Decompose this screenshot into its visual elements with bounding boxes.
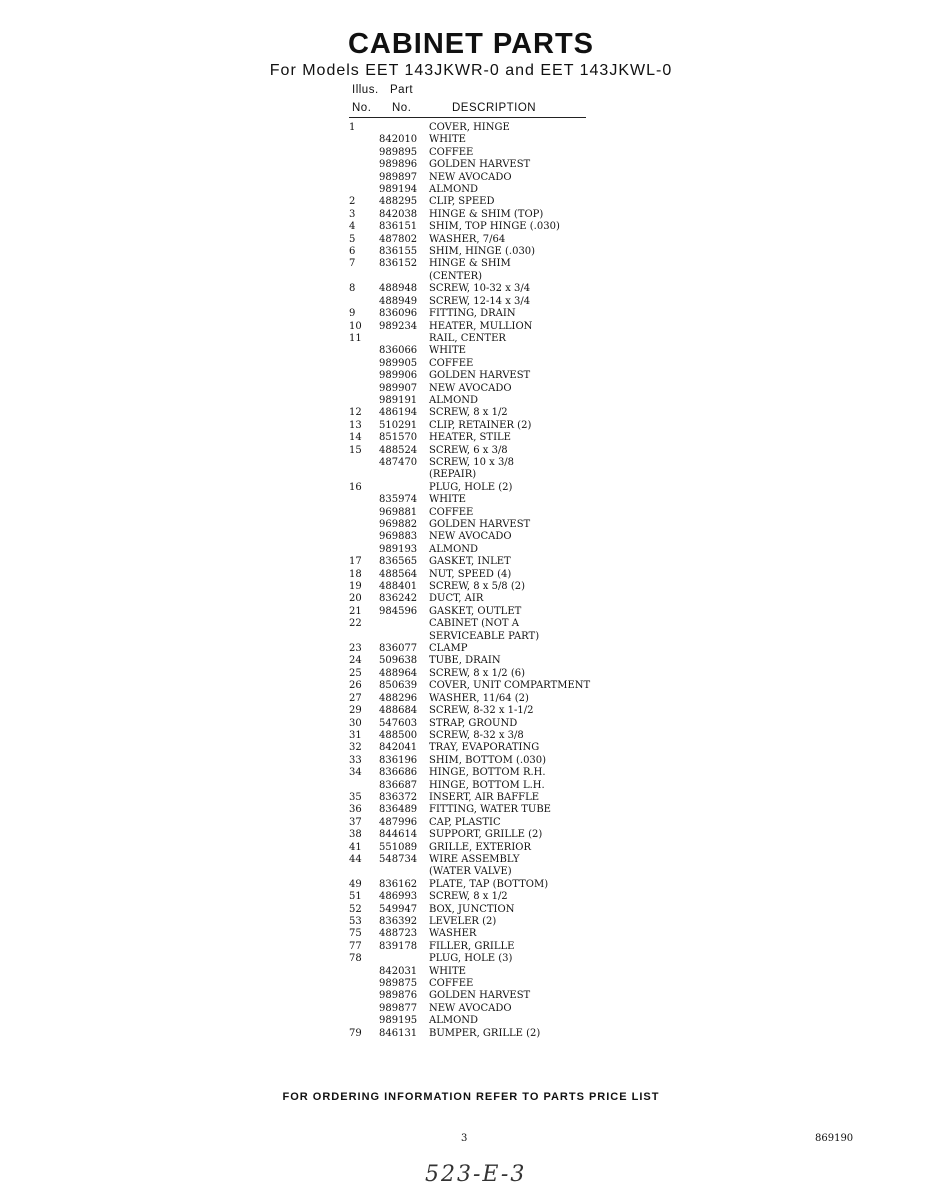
parts-row xyxy=(345,209,605,221)
parts-row xyxy=(345,643,605,655)
parts-row xyxy=(345,916,605,928)
part-description: HEATER, MULLION xyxy=(429,320,533,332)
part-header: Part xyxy=(390,84,414,96)
parts-row xyxy=(345,122,605,134)
part-description: WASHER, 7/64 xyxy=(429,233,506,245)
illus-no: 79 xyxy=(349,1027,362,1039)
page-number: 3 xyxy=(461,1133,468,1144)
illus-no: 4 xyxy=(349,221,356,233)
illus-no: 16 xyxy=(349,481,362,493)
part-no: 488948 xyxy=(379,283,418,295)
parts-row xyxy=(345,147,605,159)
part-description: SUPPORT, GRILLE (2) xyxy=(429,829,543,841)
parts-row xyxy=(345,556,605,568)
part-description: PLATE, TAP (BOTTOM) xyxy=(429,878,549,890)
illus-no: 78 xyxy=(349,953,362,965)
parts-row xyxy=(345,383,605,395)
parts-row xyxy=(345,469,605,481)
part-no: 836489 xyxy=(379,804,418,816)
illus-no: 1 xyxy=(349,122,356,133)
parts-row xyxy=(345,544,605,556)
illus-no: 24 xyxy=(349,655,362,667)
part-no: 989895 xyxy=(379,146,418,158)
part-no: 549947 xyxy=(379,903,418,915)
illus-no: 9 xyxy=(349,308,356,320)
part-description: HINGE, BOTTOM R.H. xyxy=(429,767,546,779)
parts-row xyxy=(345,842,605,854)
parts-row xyxy=(345,358,605,370)
part-description: CABINET (NOT A xyxy=(429,618,519,630)
part-no: 836242 xyxy=(379,593,418,605)
part-description: INSERT, AIR BAFFLE xyxy=(429,791,540,803)
parts-row xyxy=(345,953,605,965)
part-description: RAIL, CENTER xyxy=(429,332,506,344)
part-description: COVER, HINGE xyxy=(429,122,510,133)
parts-row xyxy=(345,221,605,233)
part-description: GOLDEN HARVEST xyxy=(429,990,531,1002)
parts-row xyxy=(345,631,605,643)
parts-row xyxy=(345,296,605,308)
parts-row xyxy=(345,742,605,754)
part-no: 488524 xyxy=(379,444,418,456)
part-description: GRILLE, EXTERIOR xyxy=(429,841,532,853)
part-description: CLIP, SPEED xyxy=(429,196,495,208)
parts-row xyxy=(345,159,605,171)
part-no: 488723 xyxy=(379,928,418,940)
illus-no: 41 xyxy=(349,841,362,853)
parts-row xyxy=(345,482,605,494)
parts-row xyxy=(345,370,605,382)
parts-row xyxy=(345,395,605,407)
illus-no: 23 xyxy=(349,643,362,655)
part-no: 487996 xyxy=(379,816,418,828)
part-description: FILLER, GRILLE xyxy=(429,940,515,952)
part-description: SCREW, 8 x 1/2 xyxy=(429,891,508,903)
illus-no: 7 xyxy=(349,258,356,270)
part-description: TUBE, DRAIN xyxy=(429,655,501,667)
part-no: 842041 xyxy=(379,742,418,754)
part-no: 969883 xyxy=(379,531,418,543)
part-description: NEW AVOCADO xyxy=(429,1002,512,1014)
parts-row xyxy=(345,904,605,916)
part-no: 836066 xyxy=(379,345,418,357)
part-no: 486194 xyxy=(379,407,418,419)
part-description: WHITE xyxy=(429,494,466,506)
illus-no: 2 xyxy=(349,196,356,208)
parts-row xyxy=(345,606,605,618)
part-no: 989193 xyxy=(379,543,418,555)
part-description: HINGE & SHIM xyxy=(429,258,511,270)
part-description: NEW AVOCADO xyxy=(429,382,512,394)
parts-row xyxy=(345,308,605,320)
illus-no: 11 xyxy=(349,332,362,344)
document-number: 869190 xyxy=(815,1133,854,1144)
parts-row xyxy=(345,668,605,680)
part-no: 989876 xyxy=(379,990,418,1002)
part-description: GASKET, INLET xyxy=(429,556,511,568)
parts-row xyxy=(345,1015,605,1027)
parts-row xyxy=(345,891,605,903)
handwritten-note: 523-E-3 xyxy=(425,1162,527,1187)
part-description: SCREW, 8-32 x 1-1/2 xyxy=(429,705,534,717)
illus-no: 33 xyxy=(349,754,362,766)
parts-list xyxy=(345,122,605,1040)
part-no: 488564 xyxy=(379,568,418,580)
parts-row xyxy=(345,519,605,531)
part-no: 547603 xyxy=(379,717,418,729)
part-description: WASHER, 11/64 (2) xyxy=(429,692,529,704)
illus-no: 29 xyxy=(349,705,362,717)
part-no: 842038 xyxy=(379,208,418,220)
part-description: TRAY, EVAPORATING xyxy=(429,742,540,754)
parts-row xyxy=(345,618,605,630)
part-no: 836096 xyxy=(379,308,418,320)
illus-no: 17 xyxy=(349,556,362,568)
part-description: SCREW, 6 x 3/8 xyxy=(429,444,508,456)
part-description: NEW AVOCADO xyxy=(429,531,512,543)
parts-row xyxy=(345,879,605,891)
part-description: (REPAIR) xyxy=(429,469,477,481)
part-description: HEATER, STILE xyxy=(429,432,511,444)
part-no: 969881 xyxy=(379,506,418,518)
illus-no: 12 xyxy=(349,407,362,419)
parts-row xyxy=(345,755,605,767)
part-description: CAP, PLASTIC xyxy=(429,816,501,828)
parts-row xyxy=(345,655,605,667)
parts-row xyxy=(345,854,605,866)
illus-no: 38 xyxy=(349,829,362,841)
part-no: 488295 xyxy=(379,196,418,208)
part-no: 989896 xyxy=(379,159,418,171)
part-description: SERVICEABLE PART) xyxy=(429,630,540,642)
part-description: COFFEE xyxy=(429,357,474,369)
parts-row xyxy=(345,928,605,940)
part-description: COFFEE xyxy=(429,506,474,518)
parts-row xyxy=(345,705,605,717)
part-no: 488949 xyxy=(379,295,418,307)
parts-row xyxy=(345,420,605,432)
parts-row xyxy=(345,990,605,1002)
part-no: 989191 xyxy=(379,394,418,406)
illus-no: 30 xyxy=(349,717,362,729)
part-no: 551089 xyxy=(379,841,418,853)
parts-row xyxy=(345,792,605,804)
parts-row xyxy=(345,531,605,543)
part-description: CLAMP xyxy=(429,643,468,655)
part-no: 836077 xyxy=(379,643,418,655)
part-description: SHIM, TOP HINGE (.030) xyxy=(429,221,560,233)
parts-row xyxy=(345,978,605,990)
part-description: WHITE xyxy=(429,134,466,146)
description-header: DESCRIPTION xyxy=(452,102,537,114)
illus-no: 13 xyxy=(349,419,362,431)
parts-row xyxy=(345,432,605,444)
part-no: 836162 xyxy=(379,878,418,890)
part-no: 984596 xyxy=(379,605,418,617)
part-description: GOLDEN HARVEST xyxy=(429,370,531,382)
parts-row xyxy=(345,593,605,605)
illus-no: 15 xyxy=(349,444,362,456)
parts-row xyxy=(345,1003,605,1015)
part-no: 836372 xyxy=(379,791,418,803)
part-description: SCREW, 10-32 x 3/4 xyxy=(429,283,531,295)
part-no: 836155 xyxy=(379,246,418,258)
part-description: SHIM, BOTTOM (.030) xyxy=(429,754,547,766)
parts-row xyxy=(345,804,605,816)
parts-row xyxy=(345,730,605,742)
part-description: GOLDEN HARVEST xyxy=(429,519,531,530)
parts-row xyxy=(345,494,605,506)
part-description: PLUG, HOLE (3) xyxy=(429,953,513,965)
part-description: HINGE & SHIM (TOP) xyxy=(429,208,544,220)
illus-no: 14 xyxy=(349,432,362,444)
part-no: 989195 xyxy=(379,1015,418,1027)
part-no: 989907 xyxy=(379,382,418,394)
illus-no: 49 xyxy=(349,878,362,890)
header-rule xyxy=(349,117,586,118)
part-no: 836152 xyxy=(379,258,418,270)
illus-no: 31 xyxy=(349,729,362,741)
part-no: 836196 xyxy=(379,754,418,766)
parts-row xyxy=(345,817,605,829)
parts-row xyxy=(345,767,605,779)
illus-no: 32 xyxy=(349,742,362,754)
part-description: PLUG, HOLE (2) xyxy=(429,481,513,493)
part-description: FITTING, WATER TUBE xyxy=(429,804,551,816)
part-description: CLIP, RETAINER (2) xyxy=(429,419,532,431)
part-description: NEW AVOCADO xyxy=(429,171,512,183)
part-description: ALMOND xyxy=(429,543,479,555)
illus-no: 53 xyxy=(349,916,362,927)
parts-row xyxy=(345,196,605,208)
illus-no: 75 xyxy=(349,928,362,940)
illus-no: 10 xyxy=(349,320,362,332)
illus-no: 19 xyxy=(349,581,362,593)
illus-no: 52 xyxy=(349,903,362,915)
part-no: 850639 xyxy=(379,680,418,692)
illus-no: 37 xyxy=(349,816,362,828)
illus-no: 51 xyxy=(349,891,362,903)
part-no: 842031 xyxy=(379,965,418,977)
part-description: SCREW, 8 x 1/2 xyxy=(429,407,508,419)
parts-row xyxy=(345,1028,605,1040)
illus-no: 3 xyxy=(349,208,356,220)
parts-row xyxy=(345,780,605,792)
illus-no: 34 xyxy=(349,767,362,779)
part-description: NUT, SPEED (4) xyxy=(429,568,512,580)
part-description: SHIM, HINGE (.030) xyxy=(429,246,536,258)
part-no: 836151 xyxy=(379,221,418,233)
models-subtitle: For Models EET 143JKWR-0 and EET 143JKWL-0 xyxy=(269,62,673,79)
parts-row xyxy=(345,172,605,184)
parts-row xyxy=(345,283,605,295)
parts-row xyxy=(345,866,605,878)
part-description: HINGE, BOTTOM L.H. xyxy=(429,779,545,791)
part-description: (WATER VALVE) xyxy=(429,866,512,878)
part-no: 486993 xyxy=(379,891,418,903)
illus-no: 26 xyxy=(349,680,362,692)
part-no: 548734 xyxy=(379,853,418,865)
illus-no: 18 xyxy=(349,568,362,580)
part-description: STRAP, GROUND xyxy=(429,717,518,729)
parts-row xyxy=(345,246,605,258)
part-description: SCREW, 10 x 3/8 xyxy=(429,456,515,468)
part-no: 846131 xyxy=(379,1027,418,1039)
part-no-header: No. xyxy=(392,102,412,114)
parts-row xyxy=(345,507,605,519)
part-description: WHITE xyxy=(429,345,466,357)
illus-no: 25 xyxy=(349,667,362,679)
part-description: SCREW, 8-32 x 3/8 xyxy=(429,729,524,741)
part-description: COFFEE xyxy=(429,978,474,990)
parts-row xyxy=(345,234,605,246)
no-header: No. xyxy=(352,102,372,114)
part-description: WHITE xyxy=(429,965,466,977)
part-no: 510291 xyxy=(379,419,418,431)
part-description: BOX, JUNCTION xyxy=(429,903,515,915)
part-no: 488296 xyxy=(379,692,418,704)
part-description: SCREW, 8 x 5/8 (2) xyxy=(429,581,526,593)
illus-no: 35 xyxy=(349,791,362,803)
part-description: LEVELER (2) xyxy=(429,916,497,927)
part-description: SCREW, 12-14 x 3/4 xyxy=(429,295,531,307)
part-description: COVER, UNIT COMPARTMENT xyxy=(429,680,591,692)
illus-no: 5 xyxy=(349,233,356,245)
illus-no: 44 xyxy=(349,853,362,865)
part-description: COFFEE xyxy=(429,146,474,158)
part-description: GOLDEN HARVEST xyxy=(429,159,531,171)
part-no: 488401 xyxy=(379,581,418,593)
page-title: CABINET PARTS xyxy=(347,28,595,60)
illus-no: 22 xyxy=(349,618,362,630)
part-description: BUMPER, GRILLE (2) xyxy=(429,1027,541,1039)
part-no: 836686 xyxy=(379,767,418,779)
parts-row xyxy=(345,258,605,270)
part-no: 842010 xyxy=(379,134,418,146)
part-no: 839178 xyxy=(379,940,418,952)
parts-row xyxy=(345,581,605,593)
parts-row xyxy=(345,693,605,705)
parts-row xyxy=(345,445,605,457)
parts-row xyxy=(345,966,605,978)
part-description: ALMOND xyxy=(429,394,479,406)
part-description: DUCT, AIR xyxy=(429,593,484,605)
part-no: 488500 xyxy=(379,729,418,741)
part-description: (CENTER) xyxy=(429,270,483,282)
part-no: 488684 xyxy=(379,705,418,717)
part-no: 969882 xyxy=(379,519,418,530)
part-no: 487802 xyxy=(379,233,418,245)
part-no: 487470 xyxy=(379,456,418,468)
parts-row xyxy=(345,569,605,581)
illus-no: 36 xyxy=(349,804,362,816)
part-description: WASHER xyxy=(429,928,477,940)
illus-no: 21 xyxy=(349,605,362,617)
part-no: 989897 xyxy=(379,171,418,183)
parts-row xyxy=(345,321,605,333)
part-no: 509638 xyxy=(379,655,418,667)
part-no: 851570 xyxy=(379,432,418,444)
part-no: 836392 xyxy=(379,916,418,927)
part-no: 835974 xyxy=(379,494,418,506)
parts-row xyxy=(345,407,605,419)
parts-row xyxy=(345,829,605,841)
part-description: GASKET, OUTLET xyxy=(429,605,522,617)
illus-no: 77 xyxy=(349,940,362,952)
parts-row xyxy=(345,271,605,283)
parts-row xyxy=(345,457,605,469)
part-no: 836565 xyxy=(379,556,418,568)
part-no: 989234 xyxy=(379,320,418,332)
parts-row xyxy=(345,134,605,146)
part-no: 989905 xyxy=(379,357,418,369)
part-no: 989906 xyxy=(379,370,418,382)
part-no: 844614 xyxy=(379,829,418,841)
part-description: FITTING, DRAIN xyxy=(429,308,516,320)
parts-row xyxy=(345,680,605,692)
illus-no: 8 xyxy=(349,283,356,295)
illus-header: Illus. xyxy=(352,84,379,96)
part-description: WIRE ASSEMBLY xyxy=(429,853,520,865)
part-no: 989875 xyxy=(379,978,418,990)
part-no: 488964 xyxy=(379,667,418,679)
parts-row xyxy=(345,718,605,730)
parts-row xyxy=(345,345,605,357)
illus-no: 20 xyxy=(349,593,362,605)
illus-no: 27 xyxy=(349,692,362,704)
part-description: ALMOND xyxy=(429,1015,479,1027)
parts-row xyxy=(345,333,605,345)
ordering-note: FOR ORDERING INFORMATION REFER TO PARTS PRICE LIST xyxy=(282,1091,660,1103)
part-no: 989877 xyxy=(379,1002,418,1014)
parts-row xyxy=(345,941,605,953)
illus-no: 6 xyxy=(349,246,356,258)
part-no: 989194 xyxy=(379,184,418,196)
parts-row xyxy=(345,184,605,196)
part-description: ALMOND xyxy=(429,184,479,196)
part-description: SCREW, 8 x 1/2 (6) xyxy=(429,667,526,679)
part-no: 836687 xyxy=(379,779,418,791)
